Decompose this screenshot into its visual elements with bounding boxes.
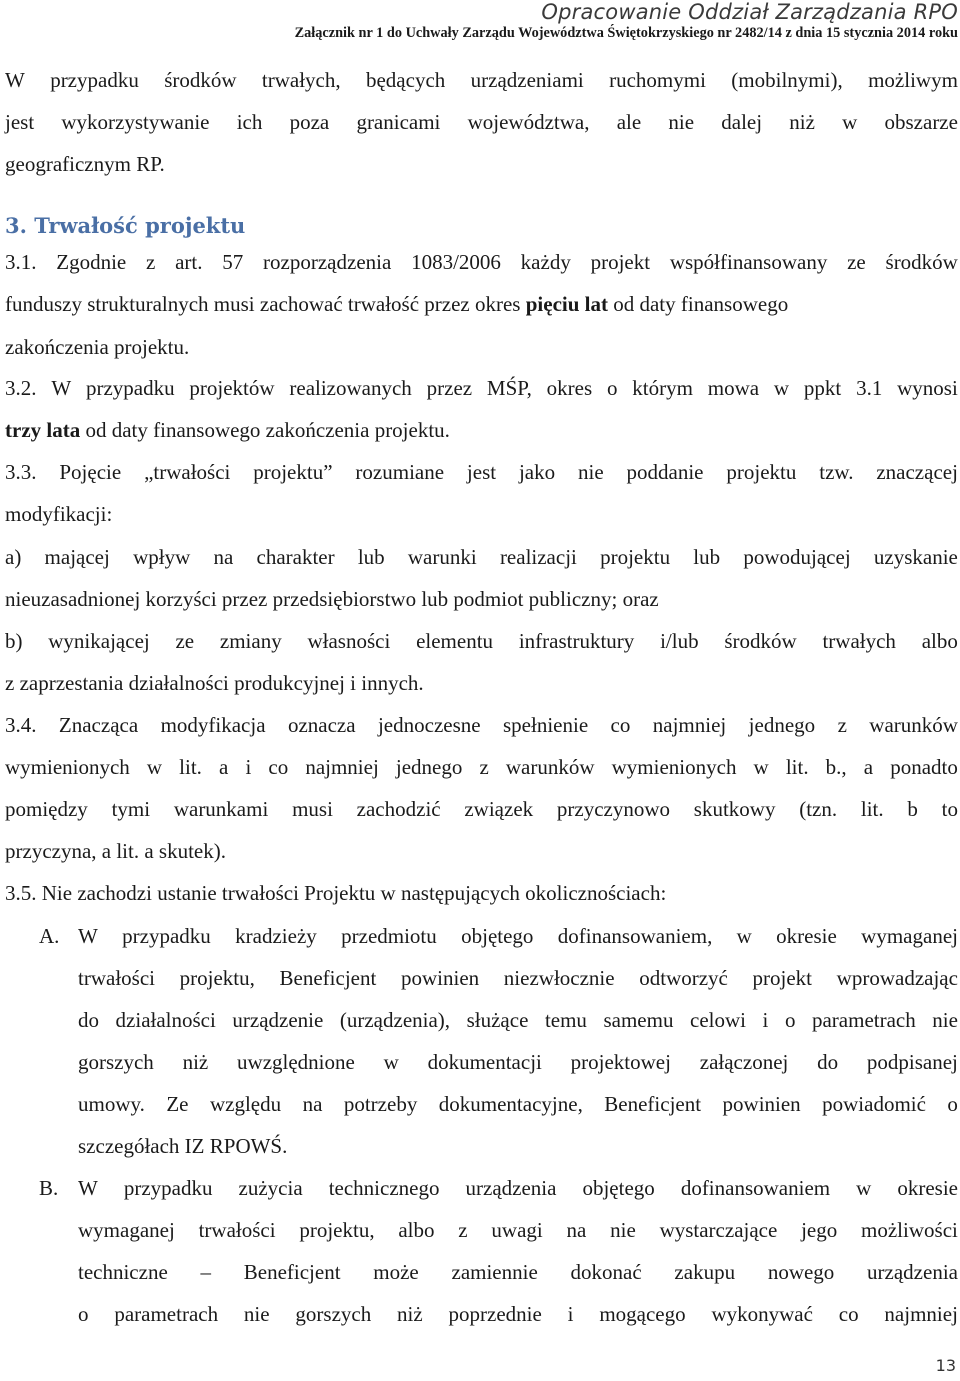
word: najmniej bbox=[305, 755, 379, 779]
word: przypadku bbox=[122, 924, 211, 948]
section-heading: 3. Trwałość projektu bbox=[5, 213, 246, 238]
word: uzyskanie bbox=[873, 545, 958, 569]
word: najmniej bbox=[652, 713, 727, 737]
word: Beneficjent bbox=[604, 1092, 702, 1116]
bold-text: pięciu lat bbox=[525, 292, 608, 316]
word: pomiędzy bbox=[5, 797, 88, 821]
word: z bbox=[837, 713, 847, 737]
bold-text: trzy lata bbox=[5, 418, 81, 442]
word: środków bbox=[885, 250, 958, 274]
word: Zgodnie bbox=[56, 250, 127, 274]
page-number: 13 bbox=[935, 1356, 956, 1375]
text-run: funduszy strukturalnych musi zachować trwałość przez okres bbox=[5, 292, 526, 316]
item-b-line bbox=[78, 1258, 958, 1286]
word: powiadomić bbox=[822, 1092, 926, 1116]
word: b bbox=[907, 797, 918, 821]
word: art. bbox=[175, 250, 203, 274]
text-run: od daty finansowego zakończenia projektu. bbox=[80, 418, 450, 442]
word: znaczącej bbox=[876, 460, 958, 484]
word: b., bbox=[825, 755, 847, 779]
word: w bbox=[736, 924, 752, 948]
word: nowego bbox=[767, 1260, 835, 1284]
word: temu bbox=[544, 1008, 587, 1032]
word: parametrach bbox=[811, 1008, 916, 1032]
word: granicami bbox=[356, 110, 441, 134]
list-item-a-line bbox=[5, 543, 958, 571]
word: a bbox=[219, 755, 229, 779]
word: okres bbox=[546, 376, 593, 400]
word: i bbox=[762, 1008, 769, 1032]
text-run: od daty finansowego bbox=[607, 292, 789, 316]
word: mogącego bbox=[599, 1302, 686, 1326]
word: działalności bbox=[115, 1008, 216, 1032]
word: do bbox=[78, 1008, 99, 1032]
word: dokonać bbox=[570, 1260, 642, 1284]
word: jest bbox=[466, 460, 497, 484]
word: warunki bbox=[407, 545, 477, 569]
word: ze bbox=[847, 250, 866, 274]
word: jego bbox=[801, 1218, 838, 1242]
item-a-line bbox=[78, 1048, 958, 1076]
word: a bbox=[863, 755, 874, 779]
word: 1083/2006 bbox=[411, 250, 501, 274]
item-b-line bbox=[78, 1300, 958, 1328]
word: okresie bbox=[897, 1176, 958, 1200]
word: przyczynowo bbox=[556, 797, 671, 821]
word: W bbox=[78, 1176, 98, 1200]
word: 3.2. bbox=[5, 376, 37, 400]
paragraph-line: 3.5. Nie zachodzi ustanie trwałości Projektu w następujących okolicznościach: bbox=[5, 881, 667, 905]
word: wymienionych bbox=[611, 755, 737, 779]
word: uwagi bbox=[491, 1218, 543, 1242]
word: możliwym bbox=[868, 68, 958, 92]
word: celowi bbox=[690, 1008, 746, 1032]
word: 3.1. bbox=[5, 250, 37, 274]
word: 3.1 bbox=[856, 376, 883, 400]
word: 57 bbox=[222, 250, 244, 274]
word: projekt bbox=[590, 250, 651, 274]
word: mowa bbox=[707, 376, 760, 400]
word: i/lub bbox=[660, 629, 699, 653]
word: projektu, bbox=[299, 1218, 375, 1242]
word: Beneficjent bbox=[279, 966, 377, 990]
word: zamiennie bbox=[451, 1260, 538, 1284]
word: o bbox=[78, 1302, 89, 1326]
word: względu bbox=[209, 1092, 282, 1116]
word: zakupu bbox=[674, 1260, 736, 1284]
word: lub bbox=[693, 545, 721, 569]
word: W bbox=[51, 376, 72, 400]
word: z bbox=[458, 1218, 468, 1242]
word: wymienionych bbox=[5, 755, 130, 779]
word: W bbox=[5, 68, 25, 92]
word: urządzeniami bbox=[470, 68, 584, 92]
word: dalej bbox=[721, 110, 763, 134]
word: W bbox=[78, 924, 98, 948]
word: mającej bbox=[44, 545, 110, 569]
word: wprowadzając bbox=[836, 966, 958, 990]
header-subtitle: Załącznik nr 1 do Uchwały Zarządu Województwa Świętokrzyskiego nr 2482/14 z dnia 15 stycznia 2014 roku bbox=[294, 25, 958, 41]
word: objętego bbox=[582, 1176, 655, 1200]
word: modyfikacja bbox=[160, 713, 266, 737]
word: lub bbox=[357, 545, 385, 569]
word: ruchomymi bbox=[609, 68, 706, 92]
word: jako bbox=[518, 460, 556, 484]
word: projektu, bbox=[179, 966, 255, 990]
word: wpływ bbox=[133, 545, 191, 569]
word: a) bbox=[5, 545, 22, 569]
paragraph-line bbox=[5, 374, 958, 402]
word: o bbox=[784, 1008, 796, 1032]
word: urządzenie bbox=[232, 1008, 324, 1032]
word: poddanie bbox=[626, 460, 704, 484]
paragraph-line bbox=[5, 248, 958, 276]
item-b-line bbox=[78, 1174, 958, 1202]
word: możliwości bbox=[861, 1218, 958, 1242]
word: elementu bbox=[416, 629, 494, 653]
word: skutkowy bbox=[693, 797, 776, 821]
word: trwałości bbox=[78, 966, 155, 990]
word: potrzeby bbox=[343, 1092, 418, 1116]
word: przypadku bbox=[123, 1176, 213, 1200]
word: przedmiotu bbox=[341, 924, 437, 948]
paragraph-line: zakończenia projektu. bbox=[5, 335, 190, 359]
word: powodującej bbox=[743, 545, 851, 569]
word: gorszych bbox=[295, 1302, 372, 1326]
word: (tzn. bbox=[799, 797, 838, 821]
word: do bbox=[817, 1050, 839, 1074]
word: nie bbox=[932, 1008, 958, 1032]
word: poprzednie bbox=[448, 1302, 542, 1326]
word: każdy bbox=[520, 250, 571, 274]
word: przez bbox=[426, 376, 473, 400]
paragraph-line bbox=[5, 108, 958, 136]
word: z bbox=[146, 250, 156, 274]
item-b-label: B. bbox=[39, 1176, 59, 1200]
word: technicznego bbox=[328, 1176, 440, 1200]
word: rozporządzenia bbox=[263, 250, 392, 274]
word: urządzenia bbox=[867, 1260, 958, 1284]
word: środków bbox=[164, 68, 237, 92]
header-title: Opracowanie Oddział Zarządzania RPO bbox=[541, 0, 958, 24]
paragraph-line bbox=[5, 416, 450, 444]
word: zmiany bbox=[219, 629, 282, 653]
paragraph-line bbox=[5, 458, 958, 486]
item-a-line bbox=[78, 1006, 958, 1034]
word: lit. bbox=[785, 755, 809, 779]
word: spełnienie bbox=[503, 713, 589, 737]
word: o bbox=[947, 1092, 958, 1116]
word: nie bbox=[243, 1302, 270, 1326]
word: w bbox=[753, 755, 769, 779]
word: na bbox=[566, 1218, 587, 1242]
word: którym bbox=[632, 376, 693, 400]
word: odtworzyć bbox=[639, 966, 728, 990]
word: parametrach bbox=[114, 1302, 219, 1326]
word: projektu bbox=[600, 545, 671, 569]
word: projektowej bbox=[570, 1050, 671, 1074]
item-a-line bbox=[78, 1090, 958, 1118]
word: projektu” bbox=[253, 460, 333, 484]
word: Beneficjent bbox=[243, 1260, 341, 1284]
word: to bbox=[941, 797, 958, 821]
word: jest bbox=[5, 110, 35, 134]
word: techniczne bbox=[78, 1260, 168, 1284]
paragraph-line bbox=[5, 753, 958, 781]
item-a-line: szczegółach IZ RPOWŚ. bbox=[78, 1134, 288, 1158]
word: na bbox=[302, 1092, 323, 1116]
word: jednego bbox=[395, 755, 463, 779]
word: albo bbox=[921, 629, 958, 653]
paragraph-line bbox=[5, 795, 958, 823]
word: gorszych bbox=[78, 1050, 154, 1074]
word: Pojęcie bbox=[59, 460, 122, 484]
word: wynikającej bbox=[48, 629, 150, 653]
word: 3.3. bbox=[5, 460, 37, 484]
word: ich bbox=[236, 110, 263, 134]
word: ponadto bbox=[890, 755, 958, 779]
list-item-a-line: nieuzasadnionej korzyści przez przedsiębiorstwo lub podmiot publiczny; oraz bbox=[5, 587, 659, 611]
word: powinien bbox=[400, 966, 480, 990]
word: wymaganej bbox=[78, 1218, 175, 1242]
word: 3.4. bbox=[5, 713, 37, 737]
word: dokumentacyjne, bbox=[438, 1092, 583, 1116]
word: powinien bbox=[722, 1092, 801, 1116]
word: samemu bbox=[603, 1008, 674, 1032]
word: ale bbox=[616, 110, 642, 134]
word: i bbox=[567, 1302, 574, 1326]
word: warunków bbox=[505, 755, 595, 779]
word: z bbox=[479, 755, 489, 779]
word: obszarze bbox=[884, 110, 958, 134]
list-item-b-line: z zaprzestania działalności produkcyjnej i innych. bbox=[5, 671, 424, 695]
word: musi bbox=[292, 797, 333, 821]
word: w bbox=[856, 1176, 872, 1200]
word: województwa, bbox=[467, 110, 590, 134]
list-item-b-line bbox=[5, 627, 958, 655]
word: Znacząca bbox=[58, 713, 139, 737]
word: dofinansowaniem, bbox=[557, 924, 713, 948]
word: wynosi bbox=[897, 376, 958, 400]
word: będących bbox=[365, 68, 446, 92]
paragraph-line: przyczyna, a lit. a skutek). bbox=[5, 839, 226, 863]
word: związek bbox=[464, 797, 534, 821]
word: projektów bbox=[189, 376, 275, 400]
word: rozumiane bbox=[355, 460, 445, 484]
word: charakter bbox=[256, 545, 335, 569]
word: lit. bbox=[179, 755, 202, 779]
word: niż bbox=[789, 110, 815, 134]
word: wykorzystywanie bbox=[61, 110, 210, 134]
word: nie bbox=[610, 1218, 636, 1242]
word: przypadku bbox=[85, 376, 175, 400]
word: b) bbox=[5, 629, 23, 653]
word: wymaganej bbox=[861, 924, 958, 948]
word: trwałych bbox=[822, 629, 896, 653]
word: co bbox=[268, 755, 289, 779]
word: realizacji bbox=[499, 545, 577, 569]
word: urządzenia bbox=[465, 1176, 557, 1200]
word: warunków bbox=[869, 713, 958, 737]
word: w bbox=[773, 376, 790, 400]
item-a-line bbox=[78, 922, 958, 950]
word: tymi bbox=[111, 797, 151, 821]
word: albo bbox=[398, 1218, 435, 1242]
item-a-line bbox=[78, 964, 958, 992]
word: objętego bbox=[461, 924, 534, 948]
word: – bbox=[200, 1260, 212, 1284]
word: warunkami bbox=[173, 797, 269, 821]
word: trwałych, bbox=[261, 68, 341, 92]
word: (mobilnymi), bbox=[731, 68, 843, 92]
word: w bbox=[146, 755, 163, 779]
word: w bbox=[383, 1050, 399, 1074]
word: projekt bbox=[752, 966, 813, 990]
word: dokumentacji bbox=[427, 1050, 542, 1074]
word: współfinansowany bbox=[669, 250, 828, 274]
word: infrastruktury bbox=[518, 629, 635, 653]
word: nie bbox=[578, 460, 604, 484]
word: „trwałości bbox=[144, 460, 231, 484]
word: niż bbox=[182, 1050, 209, 1074]
word: trwałości bbox=[198, 1218, 276, 1242]
word: jednoczesne bbox=[377, 713, 481, 737]
paragraph-line bbox=[5, 66, 958, 94]
word: umowy. bbox=[78, 1092, 145, 1116]
word: w bbox=[842, 110, 858, 134]
word: dofinansowaniem bbox=[680, 1176, 831, 1200]
word: uwzględnione bbox=[237, 1050, 355, 1074]
word: i bbox=[245, 755, 252, 779]
word: może bbox=[373, 1260, 419, 1284]
word: własności bbox=[307, 629, 391, 653]
word: co bbox=[838, 1302, 859, 1326]
word: Ze bbox=[166, 1092, 189, 1116]
paragraph-line bbox=[5, 711, 958, 739]
word: przypadku bbox=[50, 68, 139, 92]
word: załączonej bbox=[699, 1050, 789, 1074]
word: nie bbox=[668, 110, 695, 134]
item-a-label: A. bbox=[39, 924, 60, 948]
word: o bbox=[606, 376, 618, 400]
paragraph-line: modyfikacji: bbox=[5, 502, 113, 526]
word: ze bbox=[175, 629, 195, 653]
paragraph-line bbox=[5, 290, 958, 318]
word: środków bbox=[724, 629, 797, 653]
word: ppkt bbox=[803, 376, 842, 400]
word: jednego bbox=[748, 713, 816, 737]
word: MŚP, bbox=[486, 376, 532, 400]
word: okresie bbox=[776, 924, 837, 948]
word: wykonywać bbox=[711, 1302, 813, 1326]
word: kradzieży bbox=[235, 924, 317, 948]
word: poza bbox=[289, 110, 330, 134]
word: zachodzić bbox=[356, 797, 441, 821]
word: oznacza bbox=[287, 713, 356, 737]
word: podpisanej bbox=[866, 1050, 958, 1074]
word: zużycia bbox=[238, 1176, 303, 1200]
word: niezwłocznie bbox=[503, 966, 615, 990]
word: najmniej bbox=[884, 1302, 958, 1326]
word: tzw. bbox=[819, 460, 854, 484]
word: (urządzenia), bbox=[339, 1008, 451, 1032]
word: służące bbox=[466, 1008, 529, 1032]
word: projektu bbox=[726, 460, 797, 484]
word: wystarczające bbox=[659, 1218, 778, 1242]
word: lit. bbox=[860, 797, 884, 821]
word: niż bbox=[397, 1302, 423, 1326]
word: na bbox=[213, 545, 234, 569]
item-b-line bbox=[78, 1216, 958, 1244]
word: realizowanych bbox=[289, 376, 412, 400]
word: co bbox=[610, 713, 631, 737]
paragraph-line: geograficznym RP. bbox=[5, 152, 165, 176]
